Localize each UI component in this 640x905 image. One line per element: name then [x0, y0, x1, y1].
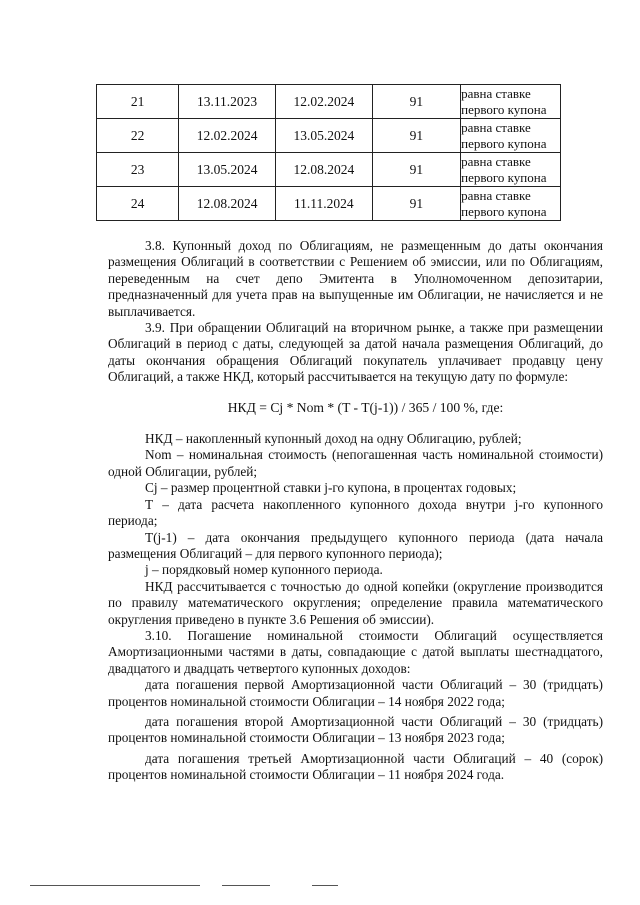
- coupon-rate-line2: первого купона: [461, 203, 547, 219]
- coupon-end-date: 12.02.2024: [275, 85, 372, 119]
- paragraph-3-10: 3.10. Погашение номинальной стоимости Облигаций осуществляется Амортизационными частями в даты, совпадающие с датой выплаты шестнадцатого, двадцатого и двадцать четвертого купонных доходов:: [108, 627, 603, 676]
- scan-artifact-line: [222, 885, 270, 886]
- coupon-rate-line2: первого купона: [461, 101, 547, 117]
- definition-t: Т – дата расчета накопленного купонного дохода внутри j-го купонного периода;: [108, 496, 603, 529]
- coupon-rate-line1: равна ставке: [461, 119, 531, 135]
- nkd-rounding-note: НКД рассчитывается с точностью до одной копейки (округление производится по правилу математического округления; определение правила математического округления приведено в пункте 3.6 Решения об эмиссии).: [108, 578, 603, 627]
- coupon-start-date: 13.11.2023: [179, 85, 276, 119]
- coupon-number: 23: [97, 153, 179, 187]
- coupon-rate-line1: равна ставке: [461, 187, 531, 203]
- amortization-second: дата погашения второй Амортизационной части Облигаций – 30 (тридцать) процентов номинальной стоимости Облигации – 13 ноября 2023 года;: [108, 713, 603, 746]
- coupon-end-date: 11.11.2024: [275, 187, 372, 221]
- coupon-start-date: 12.02.2024: [179, 119, 276, 153]
- nkd-formula: НКД = Cj * Nom * (T - T(j-1)) / 365 / 100 %, где:: [227, 399, 504, 415]
- coupon-number: 21: [97, 85, 179, 119]
- coupon-start-date: 13.05.2024: [179, 153, 276, 187]
- amortization-third: дата погашения третьей Амортизационной части Облигаций – 40 (сорок) процентов номинальной стоимости Облигации – 11 ноября 2024 года.: [108, 750, 603, 783]
- coupon-rate-line1: равна ставке: [461, 85, 531, 101]
- coupon-days: 91: [372, 187, 460, 221]
- table-row: [97, 119, 561, 153]
- definition-j: j – порядковый номер купонного периода.: [145, 562, 383, 578]
- paragraph-3-9: 3.9. При обращении Облигаций на вторичном рынке, а также при размещении Облигаций в период с даты, следующей за датой начала размещения Облигаций, до даты окончания обращения Облигаций покупатель уплачивает продавцу цену Облигаций, а также НКД, который рассчитывается на текущую дату по формуле:: [108, 320, 603, 385]
- definition-t-prev: T(j-1) – дата окончания предыдущего купонного периода (дата начала размещения Облигаций – для первого купонного периода);: [108, 529, 603, 561]
- coupon-end-date: 12.08.2024: [275, 153, 372, 187]
- coupon-rate-line1: равна ставке: [461, 153, 531, 169]
- coupon-number: 22: [97, 119, 179, 153]
- coupon-start-date: 12.08.2024: [179, 187, 276, 221]
- coupon-rate-line2: первого купона: [461, 169, 547, 185]
- coupon-days: 91: [372, 153, 460, 187]
- document-body: [108, 238, 603, 784]
- coupon-end-date: 13.05.2024: [275, 119, 372, 153]
- coupon-rate-line2: первого купона: [461, 135, 547, 151]
- definition-nom: Nom – номинальная стоимость (непогашенная часть номинальной стоимости) одной Облигации, рублей;: [108, 447, 603, 479]
- coupon-rate: [461, 153, 561, 187]
- coupon-rate: [461, 85, 561, 119]
- paragraph-3-8: 3.8. Купонный доход по Облигациям, не размещенным до даты окончания размещения Облигаций в соответствии с Решением об эмиссии, или по Облигациям, переведенным на счет депо Эмитента в Уполномоченном депозитарии, предназначенный для учета прав на выпущенные им Облигации, не начисляется и не выплачивается.: [108, 238, 603, 319]
- definition-nkd: НКД – накопленный купонный доход на одну Облигацию, рублей;: [145, 431, 522, 447]
- scan-artifact-line: [312, 885, 338, 886]
- amortization-first: дата погашения первой Амортизационной части Облигаций – 30 (тридцать) процентов номинальной стоимости Облигации – 14 ноября 2022 года;: [108, 677, 603, 709]
- table-row: [97, 85, 561, 119]
- table-row: [97, 153, 561, 187]
- coupon-days: 91: [372, 85, 460, 119]
- coupon-schedule-table: [96, 84, 561, 221]
- coupon-rate: [461, 119, 561, 153]
- coupon-days: 91: [372, 119, 460, 153]
- scan-artifact-line: [30, 885, 200, 886]
- definition-cj: Cj – размер процентной ставки j-го купона, в процентах годовых;: [145, 480, 517, 496]
- coupon-rate: [461, 187, 561, 221]
- coupon-number: 24: [97, 187, 179, 221]
- table-row: [97, 187, 561, 221]
